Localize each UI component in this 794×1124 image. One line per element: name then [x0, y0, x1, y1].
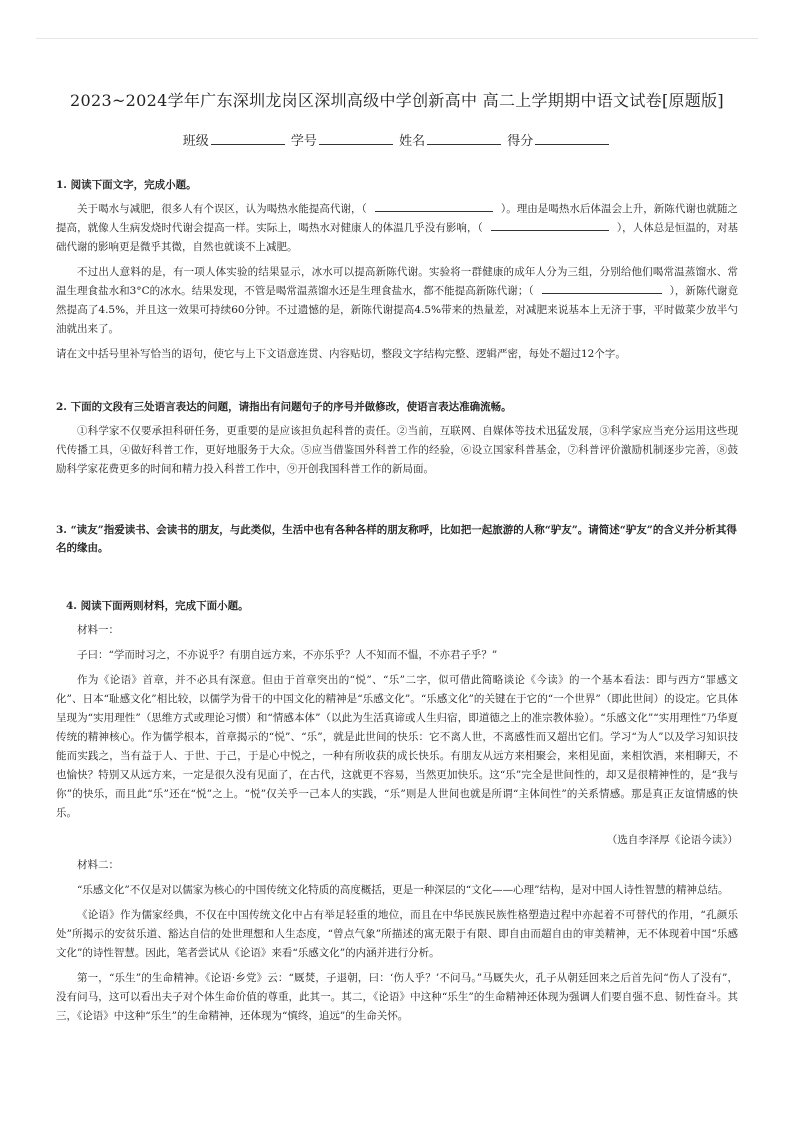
material-1-quote: 子曰：“学而时习之，不亦说乎？有朋自远方来，不亦乐乎？人不知而不愠，不亦君子乎？” [77, 649, 498, 661]
material-2-paragraph-2: 《论语》作为儒家经典，不仅在中国传统文化中占有举足轻重的地位，而且在中华民族民族性格塑造过程中亦起着不可替代的作用，“孔颜乐处”所揭示的安贫乐道、豁达自信的处世理想和人生态度，“曾点气象”所描述的寓无限于有限、即自由而超自由的审美精神，无不体现着中国“乐感文化”的诗性智慧。因此，笔者尝试从《论语》来看“乐感文化”的内涵并进行分析。 [56, 909, 738, 959]
material-1-source: （选自李泽厚《论语今读》） [606, 834, 738, 846]
score-label: 得分 [507, 134, 534, 149]
class-blank[interactable] [211, 132, 285, 145]
material-2-label: 材料二： [77, 859, 119, 871]
question-1 [56, 176, 738, 364]
exam-title: 2023~2024学年广东深圳龙岗区深圳高级中学创新高中 高二上学期期中语文试卷[原题版] [70, 91, 724, 110]
question-4 [56, 597, 738, 1026]
question-2-text: ①科学家不仅要承担科研任务，更重要的是应该担负起科普的责任。②当前，互联网、自媒体等技术迅猛发展，③科学家应当充分运用这些现代传播工具，④做好科普工作，更好地服务于大众。⑤应当借鉴国外科普工作的经验，⑥设立国家科普基金，⑦科普评价激励机制逐步完善，⑧鼓励科学家花费更多的时间和精力投入科普工作中，⑨开创我国科普工作的新局面。 [56, 425, 738, 475]
question-3 [56, 521, 738, 557]
header-rule [36, 38, 758, 39]
exam-page [56, 90, 738, 1026]
fill-blank-2[interactable] [491, 220, 609, 231]
question-4-head: 4. 阅读下面两则材料，完成下面小题。 [66, 600, 249, 612]
material-2-paragraph-3: 第一，“乐生”的生命精神。《论语·乡党》云：“厩焚，子退朝，曰：‘伤人乎？’不问马。”马厩失火，孔子从朝廷回来之后首先问“伤人了没有”，没有问马，这可以看出夫子对个体生命价值的尊重，此其一。其二，《论语》中这种“乐生”的生命精神还体现为强调人们要自强不息、韧性奋斗。其三，《论语》中这种“乐生”的生命精神，还体现为“慎终，追远”的生命关怀。 [56, 972, 738, 1022]
material-1-body: 作为《论语》首章，并不必具有深意。但由于首章突出的“悦”、“乐”二字，似可借此简略谈论《今读》的一个基本看法：即与西方“罪感文化”、日本“耻感文化”相比较，以儒学为骨干的中国文化的精神是“乐感文化”。“乐感文化”的关键在于它的“一个世界”（即此世间）的设定。它具体呈现为“实用理性”（思维方式或理论习惯）和“情感本体”（以此为生活真谛或人生归宿，即道德之上的准宗教体验）。“乐感文化”“实用理性”乃华夏传统的精神核心。作为儒学根本，首章揭示的“悦”、“乐”，就是此世间的快乐：它不离人世，不离感性而又超出它们。学习“为人”以及学习知识技能而实践之，当有益于人、于世、于己，于是心中悦之，一种有所收获的成长快乐。有朋友从远方来相聚会，来相见面，来相饮酒，来相聊天，不也愉快？特别又从远方来，一定是很久没有见面了，在古代，这就更不容易，当然更加快乐。这“乐”完全是世间性的，却又是很精神性的，是“我与你”的快乐，而且此“乐”还在“悦”之上。“悦”仅关乎一己本人的实践，“乐”则是人世间也就是所谓“主体间性”的关系情感。那是真正友谊情感的快乐。 [56, 674, 738, 819]
number-blank[interactable] [319, 132, 393, 145]
question-3-head: 3. “读友”指爱读书、会读书的朋友，与此类似，生活中也有各种各样的朋友称呼，比如把一起旅游的人称“驴友”。请简述“驴友”的含义并分析其得名的缘由。 [56, 524, 737, 554]
number-label: 学号 [290, 134, 317, 149]
name-blank[interactable] [427, 132, 501, 145]
question-1-paragraph-1: 关于喝水与减肥，很多人有个误区，认为喝热水能提高代谢，（ ）。理由是喝热水后体温会上升，新陈代谢也就随之提高，就像人生病发烧时代谢会提高一样。实际上，喝热水对健康人的体温几乎没有影响，（ ），人体总是恒温的，对基础代谢的影响更是微乎其微，自然也就谈不上减肥。 [56, 203, 739, 253]
question-2-head: 2. 下面的文段有三处语言表达的问题，请指出有问题句子的序号并做修改，使语言表达准确流畅。 [56, 401, 512, 413]
material-2-paragraph-1: “乐感文化”不仅是对以儒家为核心的中国传统文化特质的高度概括，更是一种深层的“文化——心理”结构，是对中国人诗性智慧的精神总结。 [77, 884, 729, 896]
question-1-instruction: 请在文中括号里补写恰当的语句，使它与上下文语意连贯、内容贴切，整段文字结构完整、逻辑严密，每处不超过12个字。 [56, 348, 626, 360]
question-2 [56, 398, 738, 479]
question-1-paragraph-2: 不过出人意料的是，有一项人体实验的结果显示，冰水可以提高新陈代谢。实验将一群健康的成年人分为三组，分别给他们喝常温蒸馏水、常温生理食盐水和3°C的冰水。结果发现，不管是喝常温蒸馏水还是生理食盐水，都不能提高新陈代谢；（ ），新陈代谢竟然提高了4.5%，并且这一效果可持续60分钟。不过遗憾的是，新陈代谢提高4.5%带来的热量差，对减肥来说基本上无济于事，平时做菜少放半勺油就出来了。 [56, 266, 738, 335]
material-1-label: 材料一： [77, 624, 119, 636]
score-blank[interactable] [535, 132, 609, 145]
class-label: 班级 [182, 134, 209, 149]
question-1-head: 1. 阅读下面文字，完成小题。 [56, 179, 197, 191]
name-label: 姓名 [399, 134, 426, 149]
fill-blank-1[interactable] [375, 201, 493, 212]
student-info-line [56, 132, 738, 152]
fill-blank-3[interactable] [542, 283, 662, 294]
